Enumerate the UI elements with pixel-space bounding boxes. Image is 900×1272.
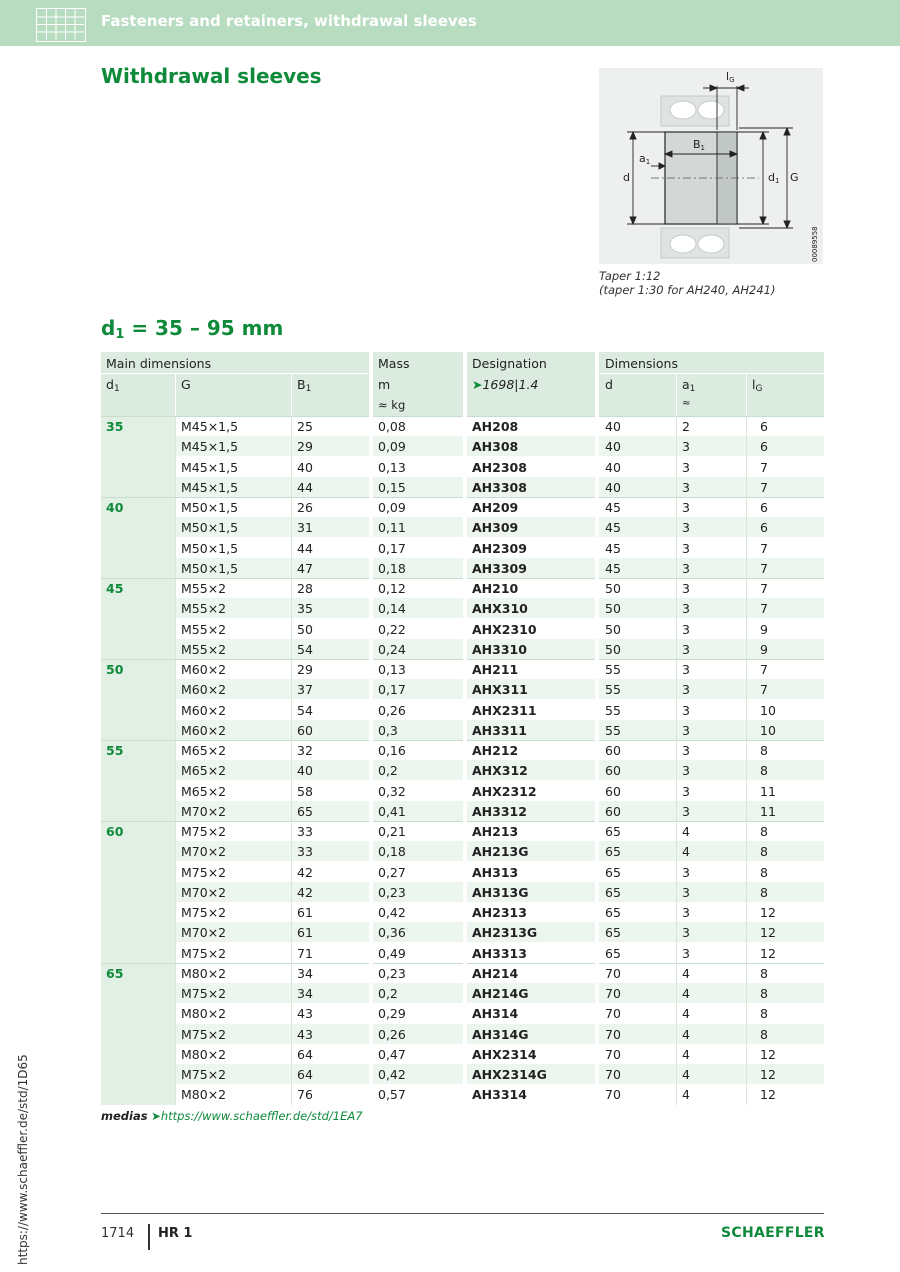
cell-mass: 0,17 [378,540,406,556]
cell-G: M55×2 [181,621,227,637]
cell-designation: AHX311 [472,682,528,698]
cell-mass: 0,18 [378,560,406,576]
cell-d: 60 [605,783,621,799]
cell-designation: AH2313 [472,905,527,920]
cell-B1: 34 [297,965,313,981]
cell-d: 40 [605,479,621,495]
cell-lG: 9 [760,621,768,637]
cell-G: M45×1,5 [181,419,239,434]
cell-d: 65 [605,905,621,920]
medias-label: medias [101,1109,148,1123]
cell-designation: AH3309 [472,560,527,576]
cell-lG: 7 [760,560,768,576]
cell-mass: 0,24 [378,641,406,657]
cell-mass: 0,22 [378,621,406,637]
cell-B1: 29 [297,662,313,677]
cell-lG: 11 [760,803,776,819]
cell-mass: 0,11 [378,520,406,536]
cell-a1: 3 [682,500,690,515]
cell-a1: 3 [682,945,690,961]
cell-designation: AHX2311 [472,702,537,718]
group-main-label: Main dimensions [106,356,212,371]
cell-mass: 0,3 [378,722,398,738]
cell-lG: 6 [760,500,768,515]
cell-d: 65 [605,925,621,941]
cell-a1: 4 [682,1026,690,1042]
cell-B1: 76 [297,1087,313,1103]
header-band [0,0,900,46]
cell-lG: 8 [760,965,768,981]
cell-a1: 4 [682,1067,690,1082]
cell-B1: 43 [297,1006,313,1022]
cell-designation: AH2309 [472,540,527,556]
cell-lG: 7 [760,682,768,698]
cell-B1: 61 [297,925,313,941]
cell-mass: 0,27 [378,864,406,880]
col-d: d [605,377,613,392]
label-d1: d1 [768,171,780,185]
group-designation-label: Designation [472,356,547,371]
cell-B1: 64 [297,1067,313,1082]
cell-mass: 0,2 [378,763,398,779]
cell-G: M70×2 [181,803,227,819]
cell-mass: 0,12 [378,581,406,596]
cell-d: 70 [605,965,621,981]
cell-G: M45×1,5 [181,439,239,455]
cell-B1: 60 [297,722,313,738]
cell-a1: 3 [682,905,690,920]
col-d1: d1 [106,377,120,394]
cell-designation: AHX312 [472,763,528,779]
cell-G: M80×2 [181,1087,227,1103]
cell-a1: 3 [682,641,690,657]
cell-lG: 6 [760,439,768,455]
cell-B1: 40 [297,459,313,475]
cell-G: M50×1,5 [181,520,239,536]
cell-a1: 3 [682,884,690,900]
label-G: G [790,171,799,184]
cell-G: M75×2 [181,905,227,920]
cell-G: M45×1,5 [181,479,239,495]
cell-d: 70 [605,1067,621,1082]
cell-B1: 71 [297,945,313,961]
side-url[interactable]: https://www.schaeffler.de/std/1D65 [16,1054,30,1265]
cell-lG: 7 [760,601,768,617]
cell-lG: 8 [760,743,768,758]
cell-mass: 0,23 [378,965,406,981]
table-grid-icon [36,8,86,42]
cell-d: 70 [605,1046,621,1062]
cell-lG: 8 [760,844,768,860]
cell-designation: AH213G [472,844,529,860]
cell-d: 60 [605,743,621,758]
cell-a1: 3 [682,783,690,799]
cell-B1: 43 [297,1026,313,1042]
cell-d: 50 [605,581,621,596]
cell-d: 70 [605,1006,621,1022]
cell-d: 65 [605,864,621,880]
label-B1: B1 [693,138,706,152]
cell-B1: 33 [297,844,313,860]
cell-G: M55×2 [181,641,227,657]
cell-designation: AHX310 [472,601,528,617]
cell-designation: AH309 [472,520,519,536]
page-number: 1714 [101,1226,135,1241]
group-mass-label: Mass [378,356,410,371]
cell-d: 45 [605,560,621,576]
cell-d: 45 [605,540,621,556]
cell-lG: 12 [760,1046,776,1062]
cell-G: M75×2 [181,1026,227,1042]
cell-a1: 3 [682,743,690,758]
section-title: Fasteners and retainers, withdrawal sleeves [101,12,477,30]
cell-a1: 3 [682,560,690,576]
cell-G: M50×1,5 [181,540,239,556]
cell-d: 55 [605,662,621,677]
cell-designation: AH210 [472,581,519,596]
cell-mass: 0,18 [378,844,406,860]
cell-designation: AH209 [472,500,519,515]
cell-B1: 54 [297,702,313,718]
cell-lG: 7 [760,581,768,596]
col-B1: B1 [297,377,312,394]
cell-mass: 0,42 [378,905,406,920]
cell-lG: 10 [760,722,776,738]
cell-a1: 3 [682,439,690,455]
cell-mass: 0,23 [378,884,406,900]
cell-designation: AH2308 [472,459,527,475]
label-lG: lG [726,70,735,84]
cell-designation: AH208 [472,419,519,434]
cell-B1: 35 [297,601,313,617]
cell-B1: 34 [297,986,313,1001]
cell-lG: 10 [760,702,776,718]
cell-designation: AH313 [472,864,519,880]
cell-designation: AH2313G [472,925,538,941]
cell-mass: 0,26 [378,1026,406,1042]
d1-group-value: 60 [106,824,124,839]
cell-mass: 0,21 [378,824,406,839]
cell-B1: 58 [297,783,313,799]
cell-G: M60×2 [181,662,227,677]
brand-logo: SCHAEFFLER [721,1225,825,1241]
cell-B1: 42 [297,884,313,900]
cell-designation: AH313G [472,884,529,900]
cell-d: 45 [605,520,621,536]
cell-d: 50 [605,621,621,637]
cell-lG: 8 [760,1026,768,1042]
cell-G: M65×2 [181,783,227,799]
cell-designation: AH3312 [472,803,527,819]
cell-a1: 4 [682,1006,690,1022]
cell-mass: 0,49 [378,945,406,961]
cell-designation: AHX2312 [472,783,537,799]
cell-designation: AH3310 [472,641,527,657]
cell-d: 60 [605,763,621,779]
cell-d: 55 [605,682,621,698]
caption-line-1: Taper 1:12 [599,269,661,283]
cell-mass: 0,13 [378,662,406,677]
cell-a1: 3 [682,803,690,819]
cell-d: 60 [605,803,621,819]
d1-group-value: 35 [106,419,124,434]
cell-a1: 3 [682,925,690,941]
cell-B1: 42 [297,864,313,880]
cell-a1: 3 [682,601,690,617]
cell-G: M65×2 [181,743,227,758]
cell-B1: 37 [297,682,313,698]
cell-designation: AH214G [472,986,529,1001]
sleeve-drawing-svg [599,68,823,264]
cell-a1: 4 [682,965,690,981]
arrow-icon: ➤ [151,1109,161,1123]
cell-G: M50×1,5 [181,560,239,576]
cell-a1: 3 [682,864,690,880]
drawing-code: 00089558 [811,226,819,262]
cell-mass: 0,09 [378,500,406,515]
cell-mass: 0,13 [378,459,406,475]
cell-a1: 4 [682,1046,690,1062]
cell-G: M65×2 [181,763,227,779]
cell-d: 65 [605,945,621,961]
cell-mass: 0,26 [378,702,406,718]
cell-d: 70 [605,986,621,1001]
cell-mass: 0,09 [378,439,406,455]
cell-B1: 33 [297,824,313,839]
cell-B1: 44 [297,479,313,495]
cell-G: M70×2 [181,844,227,860]
cell-lG: 12 [760,925,776,941]
cell-d: 70 [605,1026,621,1042]
cell-B1: 50 [297,621,313,637]
cell-lG: 12 [760,905,776,920]
cell-B1: 26 [297,500,313,515]
d1-group-value: 65 [106,965,124,981]
cell-G: M60×2 [181,722,227,738]
cell-lG: 7 [760,479,768,495]
cell-B1: 32 [297,743,313,758]
cell-G: M50×1,5 [181,500,239,515]
cell-lG: 7 [760,540,768,556]
cell-designation: AH212 [472,743,519,758]
range-heading: $d_1 = 35 - 95$ mm [101,316,284,342]
cell-a1: 3 [682,520,690,536]
sleeve-drawing [599,68,823,264]
cell-mass: 0,29 [378,1006,406,1022]
cell-B1: 47 [297,560,313,576]
cell-mass: 0,47 [378,1046,406,1062]
col-lG: lG [752,377,763,394]
cell-d: 40 [605,419,621,434]
cell-B1: 54 [297,641,313,657]
drawing-caption [599,269,775,297]
cell-lG: 9 [760,641,768,657]
cell-d: 55 [605,702,621,718]
cell-B1: 40 [297,763,313,779]
cell-a1: 3 [682,682,690,698]
d1-group-value: 50 [106,662,124,677]
cell-G: M75×2 [181,1067,227,1082]
cell-B1: 64 [297,1046,313,1062]
cell-lG: 8 [760,763,768,779]
cell-lG: 12 [760,1067,776,1082]
cell-d: 55 [605,722,621,738]
cell-designation: AH211 [472,662,519,677]
cell-designation: AH314G [472,1026,529,1042]
cell-designation: AH3308 [472,479,527,495]
cell-designation: AH3314 [472,1087,527,1103]
cell-G: M70×2 [181,884,227,900]
cell-a1: 3 [682,479,690,495]
cell-mass: 0,57 [378,1087,406,1103]
cell-mass: 0,17 [378,682,406,698]
cell-a1: 4 [682,986,690,1001]
cell-B1: 31 [297,520,313,536]
cell-lG: 8 [760,1006,768,1022]
d1-group-value: 45 [106,581,124,596]
footer-rule [101,1213,824,1214]
cell-lG: 12 [760,1087,776,1103]
cell-a1: 3 [682,702,690,718]
cell-lG: 7 [760,459,768,475]
cell-G: M80×2 [181,1006,227,1022]
col-m-unit: ≈ kg [378,398,406,412]
cell-lG: 12 [760,945,776,961]
cell-B1: 44 [297,540,313,556]
cell-lG: 8 [760,884,768,900]
cell-designation: AH3311 [472,722,527,738]
d1-group-value: 40 [106,500,124,515]
cell-d: 65 [605,824,621,839]
cell-lG: 6 [760,419,768,434]
cell-d: 40 [605,459,621,475]
cell-designation: AHX2314G [472,1067,547,1082]
cell-G: M75×2 [181,945,227,961]
cell-a1: 3 [682,763,690,779]
group-dimensions-label: Dimensions [605,356,678,371]
cell-B1: 28 [297,581,313,596]
cell-a1: 4 [682,844,690,860]
footer-separator [148,1224,150,1250]
cell-mass: 0,41 [378,803,406,819]
d1-group-value: 55 [106,743,124,758]
cell-d: 65 [605,884,621,900]
document-code: HR 1 [158,1226,193,1241]
cell-B1: 65 [297,803,313,819]
cell-designation: AH213 [472,824,519,839]
col-a1: a1 [682,377,696,394]
col-G: G [181,377,191,392]
cell-lG: 7 [760,662,768,677]
page-title: Withdrawal sleeves [101,64,322,88]
cell-lG: 8 [760,864,768,880]
cell-G: M60×2 [181,702,227,718]
cell-G: M45×1,5 [181,459,239,475]
cell-designation: AH314 [472,1006,519,1022]
cell-G: M75×2 [181,986,227,1001]
cell-lG: 8 [760,986,768,1001]
label-d: d [623,171,630,184]
cell-a1: 3 [682,722,690,738]
cell-d: 45 [605,500,621,515]
medias-link[interactable] [101,1109,363,1123]
cell-G: M80×2 [181,965,227,981]
cell-B1: 25 [297,419,313,434]
cell-a1: 4 [682,1087,690,1103]
cell-a1: 3 [682,581,690,596]
cell-G: M75×2 [181,864,227,880]
cell-G: M75×2 [181,824,227,839]
cell-d: 50 [605,641,621,657]
cell-B1: 29 [297,439,313,455]
cell-a1: 2 [682,419,690,434]
cell-designation: AH3313 [472,945,527,961]
col-a1-unit: ≈ [682,398,691,409]
cell-mass: 0,36 [378,925,406,941]
cell-G: M80×2 [181,1046,227,1062]
cell-designation: AH308 [472,439,519,455]
col-designation-ref: ➤1698|1.4 [472,377,539,392]
cell-a1: 3 [682,459,690,475]
cell-G: M55×2 [181,601,227,617]
cell-G: M70×2 [181,925,227,941]
cell-designation: AHX2314 [472,1046,537,1062]
label-a1: a1 [639,152,651,166]
cell-lG: 6 [760,520,768,536]
cell-G: M55×2 [181,581,227,596]
cell-d: 70 [605,1087,621,1103]
cell-lG: 8 [760,824,768,839]
cell-designation: AHX2310 [472,621,537,637]
cell-mass: 0,08 [378,419,406,434]
cell-d: 50 [605,601,621,617]
cell-d: 40 [605,439,621,455]
cell-mass: 0,16 [378,743,406,758]
cell-d: 65 [605,844,621,860]
cell-designation: AH214 [472,965,519,981]
cell-a1: 3 [682,540,690,556]
cell-mass: 0,32 [378,783,406,799]
cell-B1: 61 [297,905,313,920]
col-m: m [378,377,391,392]
cell-mass: 0,42 [378,1067,406,1082]
cell-lG: 11 [760,783,776,799]
cell-a1: 4 [682,824,690,839]
medias-url[interactable]: https://www.schaeffler.de/std/1EA7 [160,1109,363,1123]
cell-a1: 3 [682,621,690,637]
cell-mass: 0,15 [378,479,406,495]
caption-line-2: (taper 1:30 for AH240, AH241) [599,283,776,297]
cell-mass: 0,2 [378,986,398,1001]
cell-G: M60×2 [181,682,227,698]
cell-mass: 0,14 [378,601,406,617]
cell-a1: 3 [682,662,690,677]
